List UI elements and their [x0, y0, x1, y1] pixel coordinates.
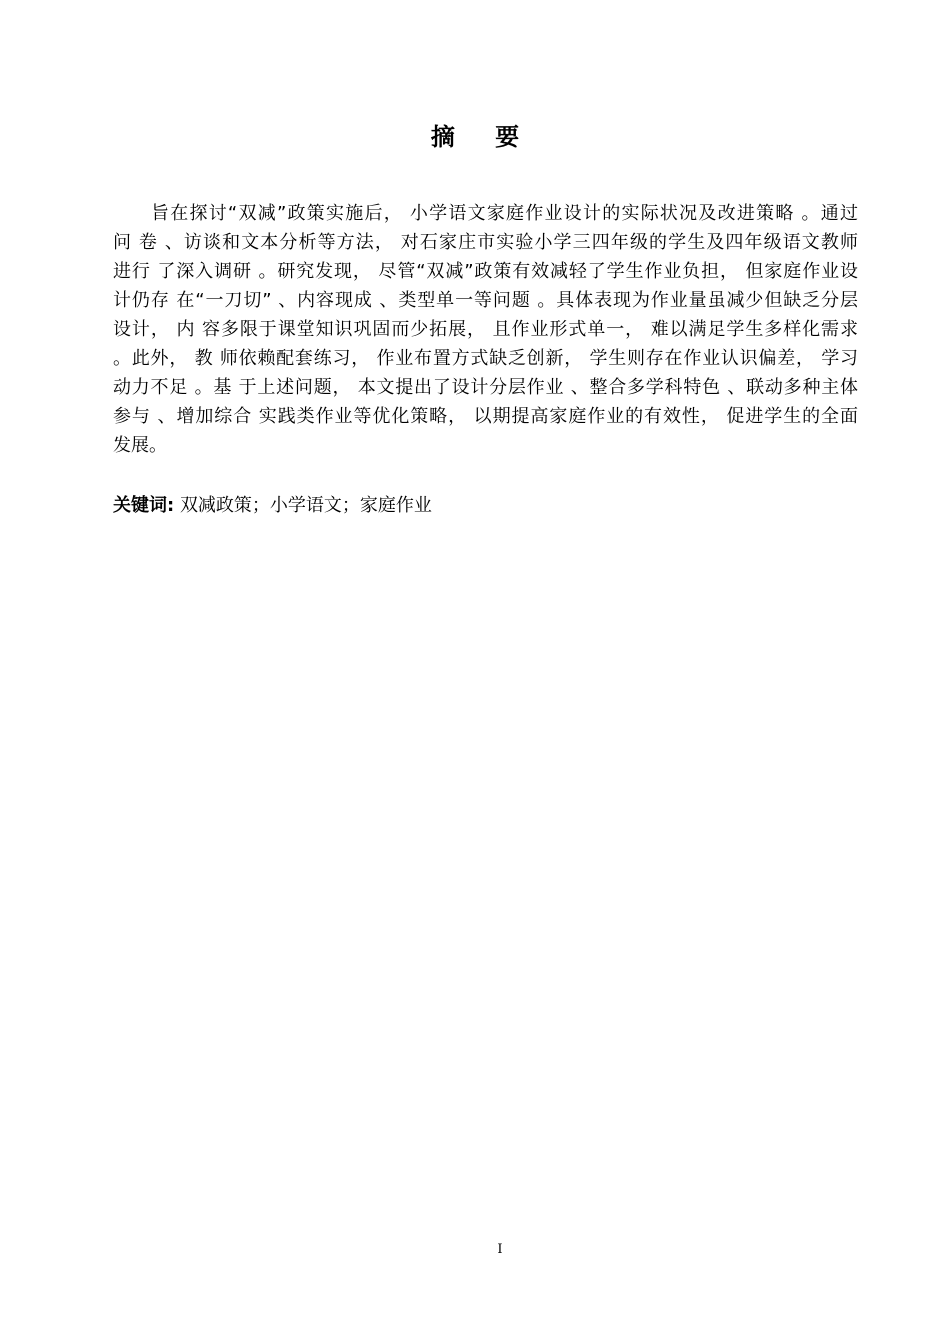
- abstract-line: 动力不足 。基 于上述问题， 本文提出了设计分层作业 、整合多学科特色 、联动多种主体: [113, 377, 858, 398]
- abstract-body: [113, 199, 858, 460]
- abstract-title: 摘 要: [430, 123, 536, 151]
- abstract-line: 。此外， 教 师依赖配套练习， 作业布置方式缺乏创新， 学生则存在作业认识偏差， 学习: [113, 348, 858, 369]
- keywords-label: 关键词:: [113, 495, 175, 516]
- page-number: I: [497, 1242, 503, 1257]
- abstract-line: 计仍存 在“一刀切” 、内容现成 、类型单一等问题 。具体表现为作业量虽减少但缺乏分层: [113, 290, 858, 311]
- abstract-line: 进行 了深入调研 。研究发现， 尽管“双减”政策有效减轻了学生作业负担， 但家庭作业设: [113, 261, 858, 282]
- abstract-line: 设计， 内 容多限于课堂知识巩固而少拓展， 且作业形式单一， 难以满足学生多样化需求: [113, 319, 858, 340]
- abstract-line: 问 卷 、访谈和文本分析等方法， 对石家庄市实验小学三四年级的学生及四年级语文教师: [113, 232, 858, 253]
- abstract-line: 发展。: [113, 435, 167, 456]
- abstract-line: 参与 、增加综合 实践类作业等优化策略， 以期提高家庭作业的有效性， 促进学生的全面: [113, 406, 858, 427]
- keywords-value: 双减政策；小学语文；家庭作业: [179, 495, 432, 516]
- keywords-row: [113, 492, 432, 520]
- abstract-line: 旨在探讨“双减”政策实施后， 小学语文家庭作业设计的实际状况及改进策略 。通过: [151, 203, 858, 224]
